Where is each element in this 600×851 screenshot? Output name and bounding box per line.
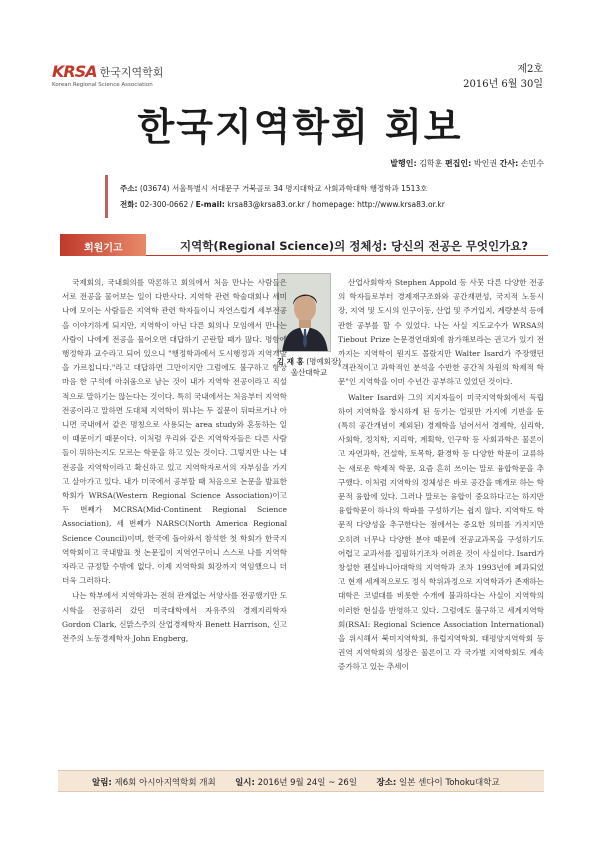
issue-date: 2016년 6월 30일: [463, 79, 543, 90]
secretary-label: 간사:: [499, 159, 519, 168]
event-date: 2016년 9월 24일 ~ 26일: [257, 778, 358, 788]
section-tag: 회원기고: [60, 234, 146, 256]
left-paragraph-1: 국제회의, 국내회의를 막론하고 회의에서 처음 만나는 사람들은 서로 전공을 물어보는 일이 다반사다. 지역학 관련 학술대회나 세미나에 모이는 사람들은 지역학 관련 학자들이니 자연스럽게 세부전공을 이야기하게 되지만, 지역학이 아닌 다른 회의나 모임에서 만나는 사람이 나에게 전공을 물어오면 대답하기 곤란할 때가 많다. 명함에 행정학과 교수라고 되어 있으니 "행정학과에서 도시행정과 지역개발을 가르칩니다."라고 대답하면 그만이지만 그럼에도 불구하고 항상 마음 한 구석에 아쉬움으로 남는 것이 내가 지역학 전공이라고 직설적으로 말하기는 않는다는 것이다. 특히 국내에서는 처음부터 지역학 전공이라고 말하면 도대체 지역학이 뭐냐는 두 질문이 뒤따르거나 아니면 국내에서 같은 명칭으로 사용되는 area study와 혼동하는 일이 때문이기 때문이다. 이처럼 우리와 같은 지역학자들은 다른 사람들이 뭐하는지도 모르는 학문을 하고 있는 것이다. 그렇지만 나는 내 전공을 지역학이라고 확신하고 있고 지역학자로서의 자부심을 가지고 살아가고 있다. 내가 미국에서 공부할 때 처음으로 논문을 발표한 학회가 WRSA(Western Regional Science Association)이고 두 번째가 MCRSA(Mid-Continent Regional Science Association), 세 번째가 NARSC(North America Regional Science Council)이며, 한국에 돌아와서 참석한 첫 학회가 한국지역학회이고 국내발표 첫 논문집이 지역연구이니 스스로 나를 지역학자라고 규정할 수밖에 없다. 이제 지역학회 회장까지 역임했으니 더더욱 그러하다.: [62, 278, 287, 586]
article-headline: 지역학(Regional Science)의 정체성: 당신의 전공은 무엇인가요?: [180, 239, 529, 253]
date-label: 일시:: [235, 778, 255, 788]
issue-number: 제2호: [517, 64, 543, 75]
publisher-name: 김학훈: [419, 159, 443, 168]
newsletter-title: 한국지역학회 회보: [137, 104, 463, 149]
article-column-right: [338, 276, 544, 676]
author-affiliation: 울산대학교: [290, 368, 328, 377]
address-label: 주소:: [120, 184, 138, 193]
krsa-logo: [52, 62, 163, 88]
homepage-label: homepage:: [312, 200, 355, 209]
publisher-label: 발행인:: [390, 159, 417, 168]
editor-label: 편집인:: [444, 159, 472, 168]
phone-label: 전화:: [120, 200, 138, 209]
right-paragraph-2: Walter Isard와 그의 지지자들이 미국지역학회에서 독립하여 지역학을 창시하게 된 동기는 얼핏만 가지에 기반을 둔 (특히 공간개념이 제외된) 경제학을 넘어서서 경제학, 심리학, 사회학, 정치학, 지리학, 계획학, 인구학 등 사회과학은 물론이고 자연과학, 건설학, 토목학, 환경학 등 다양한 학문이 교류하는 새로운 학제적 학문, 요즘 흔히 쓰이는 말로 융합학문을 추구했다. 이처럼 지역학의 정체성은 바로 공간을 매개로 하는 학문적 융합에 있다. 그러나 말로는 융합이 중요하다고는 하지만 융합학문이 하나의 학파를 구성하기는 쉽지 않다. 지역학도 학문적 다양성을 추구한다는 점에서는 중요한 의미를 가지지만 오히려 너무나 다양한 분야 때문에 전공교과목을 구성하기도 어렵고 교과서를 집필하기조차 어려운 것이 사실이다. Isard가 창설한 펜실바니아대학의 지역학과 조차 1993년에 폐과되었고 현재 세계적으로도 정식 학위과정으로 지역학과가 존재하는 대학은 코넬대를 비롯한 수개에 불과하다는 사실이 지역학의 이러한 현실을 반영하고 있다. 그럼에도 불구하고 세계지역학회(RSAI: Regional Science Association International)을 위시해서 북미지역학회, 유럽지역학회, 태평양지역학회 등 권역 지역학회의 성장은 물론이고 각 국가별 지역학회도 계속 증가하고 있는 추세이: [338, 392, 544, 672]
email-link[interactable]: krsa83@krsa83.or.kr: [227, 200, 305, 209]
contact-box: [105, 175, 535, 218]
notice-text: 제6회 아시아지역학회 개최: [114, 778, 216, 788]
editor-name: 박인권: [473, 159, 498, 168]
phone-text: 02-300-0662: [139, 200, 189, 209]
homepage-link[interactable]: http://www.krsa83.or.kr: [357, 200, 445, 209]
email-label: E-mail:: [195, 200, 225, 209]
headline-rule: [146, 255, 548, 256]
author-role: (명예회장): [306, 357, 342, 366]
venue-label: 장소:: [376, 778, 397, 788]
address-text: (03674) 서울특별시 서대문구 거북골로 34 명지대학교 사회과학대학 행정학과 1513호: [139, 184, 428, 193]
author-name: 김 재 홍: [276, 357, 304, 366]
staff-line: [390, 158, 544, 169]
logo-name: 한국지역학회: [99, 65, 164, 79]
contact-line: 전화: 02-300-0662 / E-mail: krsa83@krsa83.or.kr / homepage: http://www.krsa83.or.kr: [120, 200, 445, 209]
event-venue: 일본 센다이 Tohoku대학교: [399, 778, 500, 788]
event-notice-bar: [58, 770, 544, 792]
secretary-name: 손민수: [520, 159, 544, 168]
address-line: [120, 181, 535, 197]
article-header: [60, 234, 548, 256]
article-column-left: [62, 276, 287, 647]
notice-label: 알림:: [92, 778, 112, 788]
logo-subtitle: Korean Regional Science Association: [52, 82, 153, 88]
logo-mark: KRSA: [52, 62, 97, 81]
left-paragraph-2: 나는 학부에서 지역학과는 전혀 관계없는 서양사를 전공했기만 도시학을 전공하러 갔던 미국대학에서 자유주의 경제지리학자 Gordon Clark, 신맑스주의 산업경제학자 Benett Harrison, 신고전주의 노동경제학자 John Engberg,: [62, 591, 287, 644]
right-paragraph-1: 산업사회학자 Stephen Appold 등 사뭇 다른 다양한 전공의 학자들로부터 경제재구조화와 공간재편성, 국지적 노동시장, 지역 및 도시의 인구이동, 산업 및 주거입지, 계량분석 등에 관한 공부를 할 수 있었다. 나는 사실 지도교수가 WRSA의 Tiebout Prize 논문경연대회에 참가해보라는 권고가 있기 전까지는 지역학이 뭔지도 몰랐지만 Walter Isard가 주장했던 "객관적이고 과학적인 분석을 수반한 공간적 차원의 학제적 학문"인 지역학을 이미 수년간 공부하고 있었던 것이다.: [338, 278, 544, 387]
